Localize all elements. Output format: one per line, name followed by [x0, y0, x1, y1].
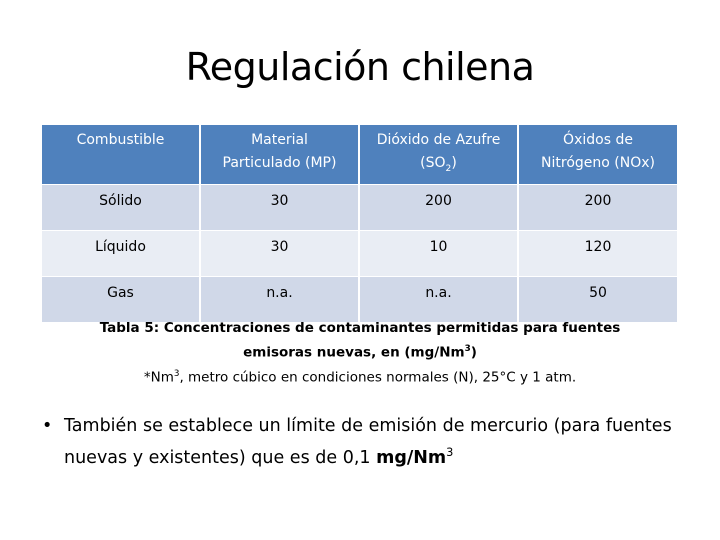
cell-fuel: Líquido	[42, 231, 200, 277]
caption-line2-post: )	[470, 344, 477, 361]
cell-so2: n.a.	[359, 277, 518, 323]
header-fuel	[42, 125, 200, 185]
cell-fuel: Sólido	[42, 185, 200, 231]
header-so2-close: )	[451, 155, 457, 171]
caption-line-3	[60, 364, 660, 389]
caption-line1-text: Tabla 5: Concentraciones de contaminantes permitidas para fuentes	[99, 320, 621, 336]
table-header-row	[42, 125, 677, 185]
header-nox-line2: Nitrógeno (NOx)	[541, 155, 655, 171]
bullet-value-unit: mg/Nm	[376, 447, 447, 468]
table-row	[42, 277, 677, 323]
cell-pm: n.a.	[200, 277, 359, 323]
header-so2-subscript: 2	[445, 163, 452, 174]
header-pm-line2: Particulado (MP)	[222, 155, 337, 171]
header-so2-open: (SO	[420, 155, 446, 171]
caption-line2-pre: emisoras nuevas, en (mg/Nm	[243, 344, 465, 361]
header-nox-line1: Óxidos de	[563, 132, 633, 148]
bullet-value-sup: 3	[446, 445, 454, 459]
caption-line3-post: , metro cúbico en condiciones normales (N), 25°C y 1 atm.	[179, 369, 577, 385]
caption-line2-sup: 3	[464, 344, 471, 354]
cell-nox: 120	[518, 231, 677, 277]
cell-so2: 10	[359, 231, 518, 277]
table-row	[42, 185, 677, 231]
bullet-text: También se establece un límite de emisión de mercurio (para fuentes nuevas y existentes) que es de 0,1	[64, 416, 672, 468]
header-fuel-label: Combustible	[76, 132, 165, 148]
caption-line3-sup: 3	[173, 368, 180, 379]
header-pm-line1: Material	[251, 132, 308, 148]
bullet-dot-icon: •	[42, 416, 53, 436]
cell-nox: 200	[518, 185, 677, 231]
bullet-text-block	[42, 413, 672, 471]
caption-line-1	[60, 318, 660, 339]
cell-nox: 50	[518, 277, 677, 323]
cell-fuel: Gas	[42, 277, 200, 323]
table-row	[42, 231, 677, 277]
cell-pm: 30	[200, 185, 359, 231]
header-so2-line1: Dióxido de Azufre	[376, 132, 501, 148]
cell-so2: 200	[359, 185, 518, 231]
caption-line3-pre: *Nm	[143, 369, 174, 385]
cell-pm: 30	[200, 231, 359, 277]
bullet-point	[42, 413, 672, 471]
header-particulate-matter	[200, 125, 359, 185]
header-sulfur-dioxide	[359, 125, 518, 185]
emission-limits-table	[42, 125, 677, 322]
caption-line-2	[60, 339, 660, 364]
slide-title: Regulación chilena	[185, 45, 535, 89]
table-caption	[60, 318, 660, 388]
header-nitrogen-oxides	[518, 125, 677, 185]
